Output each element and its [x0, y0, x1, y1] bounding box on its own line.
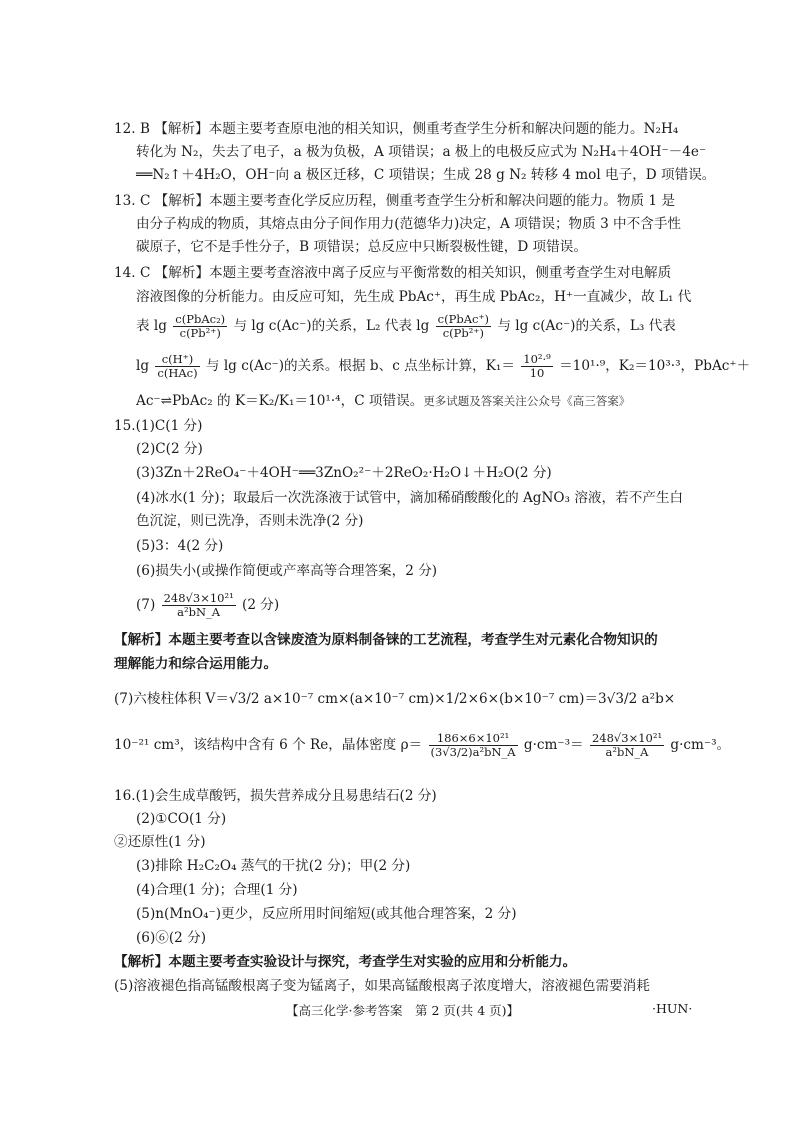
q15-density-fraction-2: [590, 732, 664, 759]
q15-density-fraction-1: [429, 732, 518, 759]
q14-fraction-4-den: 10: [529, 366, 545, 380]
q15-density-num-2: 248√3×10²¹: [591, 731, 663, 745]
q12-line-1: 12. B 【解析】本题主要考查原电池的相关知识，侧重考查学生分析和解决问题的能力。N₂H₄: [114, 121, 679, 137]
q14-fraction-2-num: c(PbAc⁺): [437, 312, 490, 326]
q15-density-num-1: 186×6×10²¹: [429, 732, 518, 746]
q15-density-den-1: (3√3/2)a²bN_A: [430, 745, 516, 759]
q15-answer-7-num: 248√3×10²¹: [163, 591, 234, 605]
q14-line-5: [136, 392, 630, 410]
q14-line-1: 14. C 【解析】本题主要考查溶液中离子反应与平衡常数的相关知识，侧重考查学生对电解质: [114, 265, 672, 281]
q16-answer-2: (2)①CO(1 分): [136, 811, 227, 827]
q15-answer-6: (6)损失小(或操作简便或产率高等合理答案，2 分): [136, 563, 438, 579]
footer-region-code: ·HUN·: [652, 1001, 693, 1016]
q16-answer-3: ②还原性(1 分): [114, 834, 206, 850]
q14-text-5: Ac⁻⇌PbAc₂ 的 K＝K₂/K₁＝10¹·⁴，C 项错误。: [136, 393, 424, 409]
q14-fraction-4-num: 10²·⁹: [523, 352, 551, 366]
q14-text-4b: 与 lg c(Ac⁻)的关系。根据 b、c 点坐标计算，K₁＝: [205, 358, 515, 374]
q16-answer-5: (4)合理(1 分)；合理(1 分): [136, 882, 298, 898]
ad-notice: 更多试题及答案关注公众号《高三答案》: [423, 394, 631, 408]
q16-answer-6: (5)n(MnO₄⁻)更少，反应所用时间缩短(或其他合理答案，2 分): [136, 906, 517, 922]
q15-explain-4: [114, 732, 730, 759]
footer-title: 【高三化学·参考答案 第 2 页(共 4 页)】: [286, 1003, 520, 1018]
q14-fraction-2: [436, 313, 491, 340]
q14-line-4: [136, 353, 750, 380]
q15-answer-4-cont: 色沉淀，则已洗净，否则未洗净(2 分): [136, 513, 364, 529]
q14-fraction-3-num: c(H⁺): [155, 353, 199, 367]
q16-answer-1: 16.(1)会生成草酸钙，损失营养成分且易患结石(2 分): [114, 788, 437, 804]
q15-answer-7-den: a²bN_A: [177, 605, 221, 619]
q14-line-3: [136, 313, 676, 340]
q15-answer-5: (5)3：4(2 分): [136, 538, 224, 554]
q16-answer-4: (3)排除 H₂C₂O₄ 蒸气的干扰(2 分)；甲(2 分): [136, 858, 411, 874]
q16-explain-2: (5)溶液褪色指高锰酸根离子变为锰离子，如果高锰酸根离子浓度增大，溶液褪色需要消耗: [114, 978, 650, 994]
q14-text-4c: ＝10¹·⁹，K₂＝10³·³，PbAc⁺＋: [559, 358, 751, 374]
q14-fraction-1-den: c(Pb²⁺): [179, 326, 221, 340]
q12-line-3: ══N₂↑＋4H₂O，OH⁻向 a 极区迁移，C 项错误；生成 28 g N₂ 转移 4 mol 电子，D 项错误。: [136, 167, 716, 183]
q15-explain-4c: g·cm⁻³。: [670, 737, 731, 753]
q14-fraction-3-den: c(HAc): [157, 366, 198, 380]
q13-line-1: 13. C 【解析】本题主要考查化学反应历程，侧重考查学生分析和解决问题的能力。物质 1 是: [114, 193, 675, 209]
q15-density-den-2: a²bN_A: [605, 745, 649, 759]
q15-answer-4: (4)冰水(1 分)；取最后一次洗涤液于试管中，滴加稀硝酸酸化的 AgNO₃ 溶液，若不产生白: [136, 490, 684, 506]
q14-line-2: 溶液图像的分析能力。由反应可知，先生成 PbAc⁺，再生成 PbAc₂，H⁺一直减少，故 L₁ 代: [136, 289, 692, 305]
q15-answer-3: (3)3Zn＋2ReO₄⁻＋4OH⁻══3ZnO₂²⁻＋2ReO₂·H₂O↓＋H₂O(2 分): [136, 465, 552, 481]
q14-text-3a: 表 lg: [136, 318, 167, 334]
q15-explain-3: (7)六棱柱体积 V＝√3/2 a×10⁻⁷ cm×(a×10⁻⁷ cm)×1/2×6×(b×10⁻⁷ cm)＝3√3/2 a²b×: [114, 691, 676, 707]
q13-line-2: 由分子构成的物质，其熔点由分子间作用力(范德华力)决定，A 项错误；物质 3 中不含手性: [136, 216, 682, 232]
q15-answer-7-label: (7): [136, 597, 156, 613]
q14-fraction-3: [155, 353, 199, 380]
q14-text-3b: 与 lg c(Ac⁻)的关系，L₂ 代表 lg: [233, 318, 430, 334]
q13-line-3: 碳原子，它不是手性分子，B 项错误；总反应中只断裂极性键，D 项错误。: [136, 239, 587, 255]
q15-answer-7: [136, 592, 279, 619]
q15-explain-1: 【解析】本题主要考查以含铼废渣为原料制备铼的工艺流程，考查学生对元素化合物知识的: [114, 632, 658, 648]
q15-explain-4a: 10⁻²¹ cm³，该结构中含有 6 个 Re，晶体密度 ρ＝: [114, 737, 423, 753]
q15-answer-2: (2)C(2 分): [136, 441, 203, 457]
q14-fraction-1: [173, 313, 227, 340]
q15-explain-4b: g·cm⁻³＝: [523, 737, 584, 753]
q14-fraction-1-num: c(PbAc₂): [175, 312, 226, 326]
q14-fraction-4: [521, 353, 553, 380]
q12-line-2: 转化为 N₂，失去了电子，a 极为负极，A 项错误；a 极上的电极反应式为 N₂H₄＋4OH⁻－4e⁻: [136, 144, 707, 160]
q14-text-4a: lg: [136, 358, 150, 374]
q15-explain-2: 理解能力和综合运用能力。: [114, 656, 278, 672]
q15-answer-7-score: (2 分): [242, 597, 280, 613]
q16-answer-7: (6)⑥(2 分): [136, 930, 207, 946]
q15-answer-7-fraction: [162, 592, 236, 619]
q15-answer-1: 15.(1)C(1 分): [114, 418, 203, 434]
q14-fraction-2-den: c(Pb²⁺): [442, 326, 484, 340]
q14-text-3c: 与 lg c(Ac⁻)的关系，L₃ 代表: [497, 318, 676, 334]
q16-explain-1: 【解析】本题主要考查实验设计与探究，考查学生对实验的应用和分析能力。: [114, 954, 577, 970]
